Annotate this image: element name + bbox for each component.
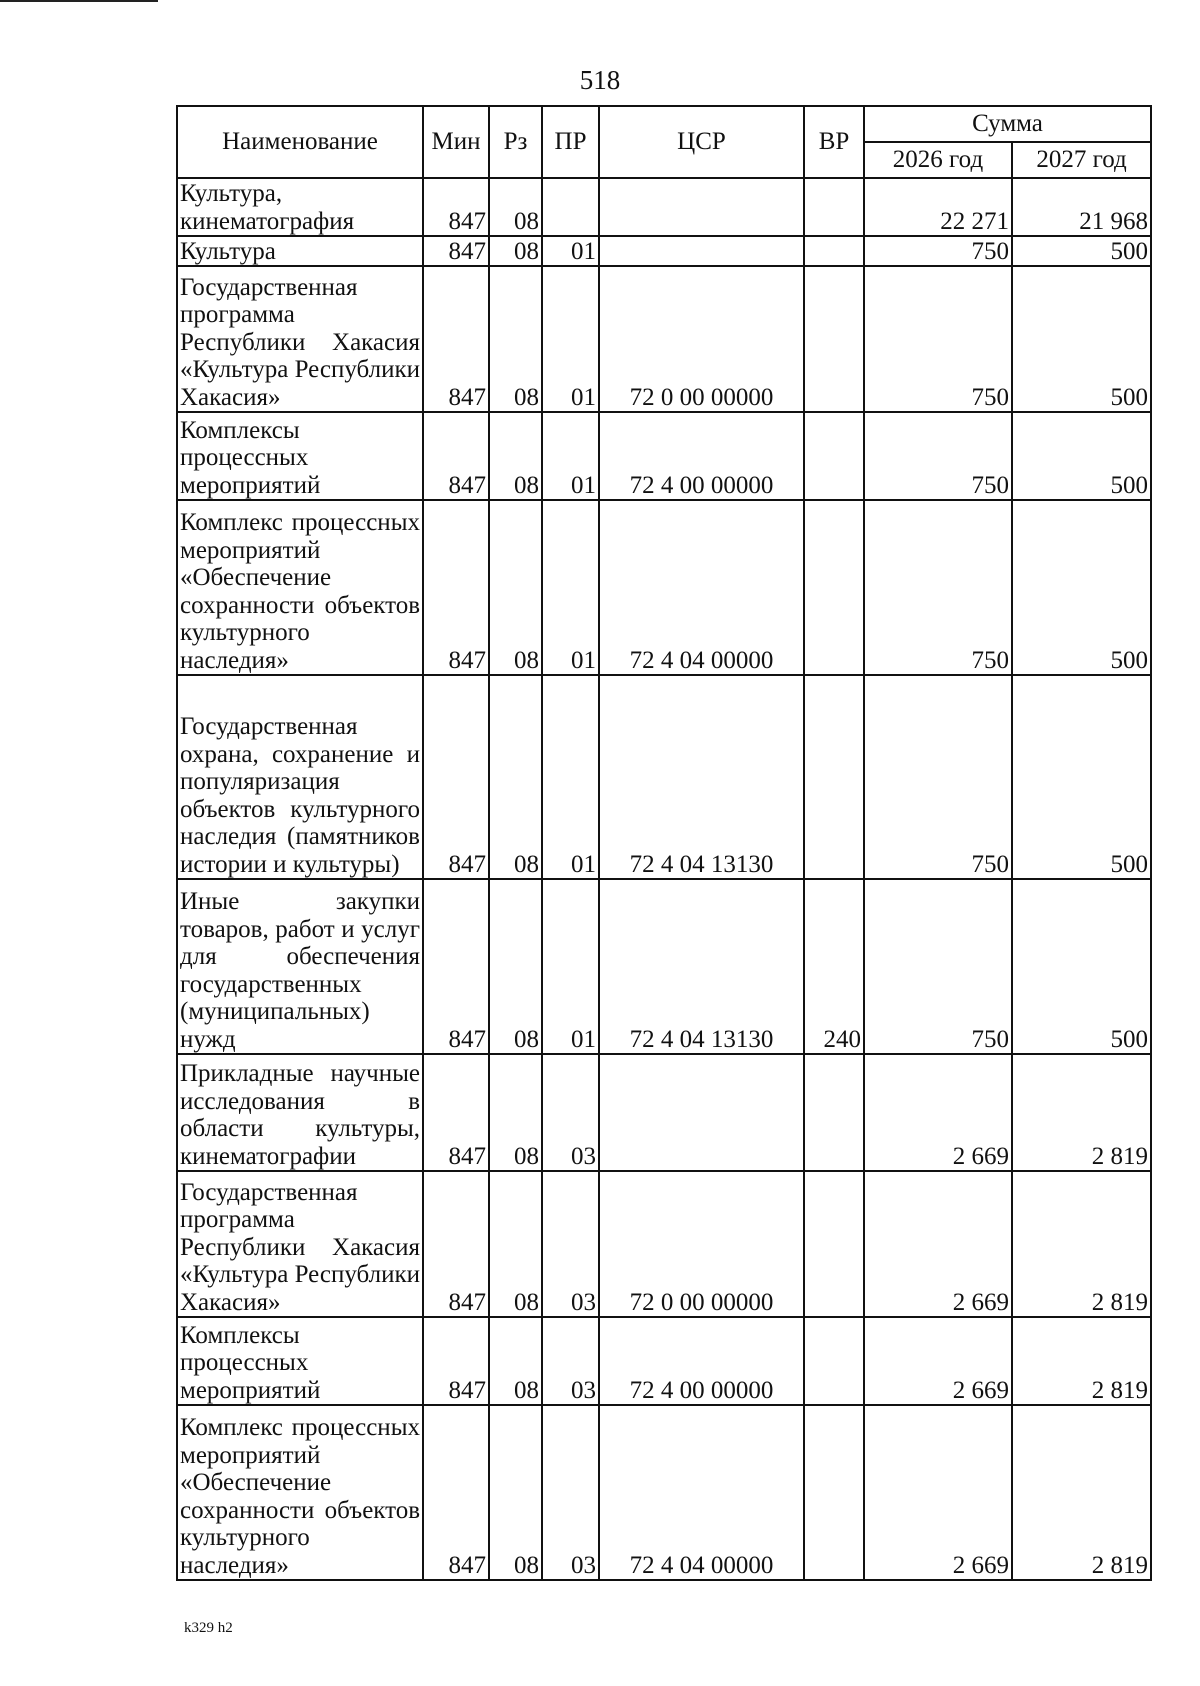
header-min: Мин [423, 106, 489, 178]
header-pr: ПР [542, 106, 599, 178]
table-row [177, 1317, 1151, 1405]
row-pr: 03 [542, 1054, 599, 1171]
row-sum-2026: 2 669 [864, 1317, 1012, 1405]
row-pr: 03 [542, 1317, 599, 1405]
row-vr [804, 1405, 864, 1580]
scan-edge-mark [0, 0, 158, 2]
row-min: 847 [423, 266, 489, 412]
page-number: 518 [579, 65, 621, 95]
row-vr: 240 [804, 879, 864, 1054]
row-min: 847 [423, 412, 489, 500]
row-csr: 72 4 04 13130 [599, 675, 804, 879]
header-csr: ЦСР [599, 106, 804, 178]
row-rz: 08 [489, 1171, 542, 1317]
table-row [177, 500, 1151, 675]
row-name: Комплексы процессных мероприятий [177, 1317, 423, 1405]
row-rz: 08 [489, 879, 542, 1054]
row-sum-2026: 750 [864, 879, 1012, 1054]
row-csr: 72 4 00 00000 [599, 412, 804, 500]
row-csr: 72 0 00 00000 [599, 1171, 804, 1317]
row-vr [804, 1054, 864, 1171]
row-sum-2027: 2 819 [1012, 1317, 1151, 1405]
row-sum-2026: 750 [864, 236, 1012, 266]
row-sum-2027: 2 819 [1012, 1054, 1151, 1171]
row-min: 847 [423, 236, 489, 266]
row-min: 847 [423, 675, 489, 879]
row-sum-2026: 750 [864, 500, 1012, 675]
row-name: Комплексы процессных мероприятий [177, 412, 423, 500]
row-sum-2027: 500 [1012, 879, 1151, 1054]
row-csr [599, 1054, 804, 1171]
row-rz: 08 [489, 675, 542, 879]
row-vr [804, 1317, 864, 1405]
table-row [177, 236, 1151, 266]
row-name: Комплекс процессных мероприятий «Обеспечение сохранности объектов культурного наследия» [177, 500, 423, 675]
row-name: Прикладные научные исследования в области культуры, кинематографии [177, 1054, 423, 1171]
table-row [177, 412, 1151, 500]
row-pr: 01 [542, 266, 599, 412]
row-min: 847 [423, 1054, 489, 1171]
row-rz: 08 [489, 236, 542, 266]
row-csr: 72 0 00 00000 [599, 266, 804, 412]
header-vr: ВР [804, 106, 864, 178]
row-min: 847 [423, 1405, 489, 1580]
row-pr: 01 [542, 879, 599, 1054]
row-csr: 72 4 04 13130 [599, 879, 804, 1054]
row-csr [599, 236, 804, 266]
row-vr [804, 412, 864, 500]
row-sum-2026: 2 669 [864, 1171, 1012, 1317]
row-name: Комплекс процессных мероприятий «Обеспечение сохранности объектов культурного наследия» [177, 1405, 423, 1580]
table-row [177, 1054, 1151, 1171]
row-rz: 08 [489, 500, 542, 675]
header-rz: Рз [489, 106, 542, 178]
row-sum-2027: 2 819 [1012, 1405, 1151, 1580]
row-pr: 01 [542, 500, 599, 675]
row-pr: 01 [542, 675, 599, 879]
row-name: Культура [177, 236, 423, 266]
row-sum-2027: 2 819 [1012, 1171, 1151, 1317]
row-pr: 01 [542, 412, 599, 500]
row-sum-2026: 750 [864, 412, 1012, 500]
row-sum-2027: 500 [1012, 675, 1151, 879]
row-sum-2026: 22 271 [864, 178, 1012, 236]
row-sum-2027: 500 [1012, 266, 1151, 412]
row-pr [542, 178, 599, 236]
row-vr [804, 236, 864, 266]
row-sum-2026: 750 [864, 266, 1012, 412]
header-year-2026: 2026 год [864, 142, 1012, 178]
row-vr [804, 500, 864, 675]
row-csr: 72 4 00 00000 [599, 1317, 804, 1405]
table-row [177, 675, 1151, 879]
budget-table [176, 105, 1152, 1581]
row-pr: 01 [542, 236, 599, 266]
footer-code: k329 h2 [184, 1620, 233, 1636]
row-min: 847 [423, 879, 489, 1054]
table-row [177, 1171, 1151, 1317]
table-row [177, 266, 1151, 412]
row-name: Государственная охрана, сохранение и популяризация объектов культурного наследия (памятников истории и культуры) [177, 675, 423, 879]
row-vr [804, 675, 864, 879]
table-row [177, 879, 1151, 1054]
row-min: 847 [423, 178, 489, 236]
row-min: 847 [423, 1171, 489, 1317]
row-csr: 72 4 04 00000 [599, 1405, 804, 1580]
header-name: Наименование [177, 106, 423, 178]
header-sum: Сумма [864, 106, 1151, 142]
row-rz: 08 [489, 1054, 542, 1171]
row-rz: 08 [489, 1405, 542, 1580]
row-rz: 08 [489, 1317, 542, 1405]
row-vr [804, 1171, 864, 1317]
row-rz: 08 [489, 266, 542, 412]
header-year-2027: 2027 год [1012, 142, 1151, 178]
row-min: 847 [423, 500, 489, 675]
row-sum-2027: 500 [1012, 412, 1151, 500]
row-sum-2026: 2 669 [864, 1405, 1012, 1580]
row-name: Культура, кинематография [177, 178, 423, 236]
row-min: 847 [423, 1317, 489, 1405]
row-rz: 08 [489, 178, 542, 236]
row-pr: 03 [542, 1171, 599, 1317]
row-vr [804, 266, 864, 412]
row-rz: 08 [489, 412, 542, 500]
table-row [177, 1405, 1151, 1580]
row-name: Государственная программа Республики Хакасия «Культура Республики Хакасия» [177, 266, 423, 412]
row-csr: 72 4 04 00000 [599, 500, 804, 675]
row-sum-2026: 750 [864, 675, 1012, 879]
row-sum-2027: 500 [1012, 500, 1151, 675]
table-row [177, 178, 1151, 236]
row-name: Иные закупки товаров, работ и услуг для обеспечения государственных (муниципальных) нужд [177, 879, 423, 1054]
row-name: Государственная программа Республики Хакасия «Культура Республики Хакасия» [177, 1171, 423, 1317]
row-sum-2027: 500 [1012, 236, 1151, 266]
row-sum-2026: 2 669 [864, 1054, 1012, 1171]
row-sum-2027: 21 968 [1012, 178, 1151, 236]
row-vr [804, 178, 864, 236]
row-pr: 03 [542, 1405, 599, 1580]
row-csr [599, 178, 804, 236]
